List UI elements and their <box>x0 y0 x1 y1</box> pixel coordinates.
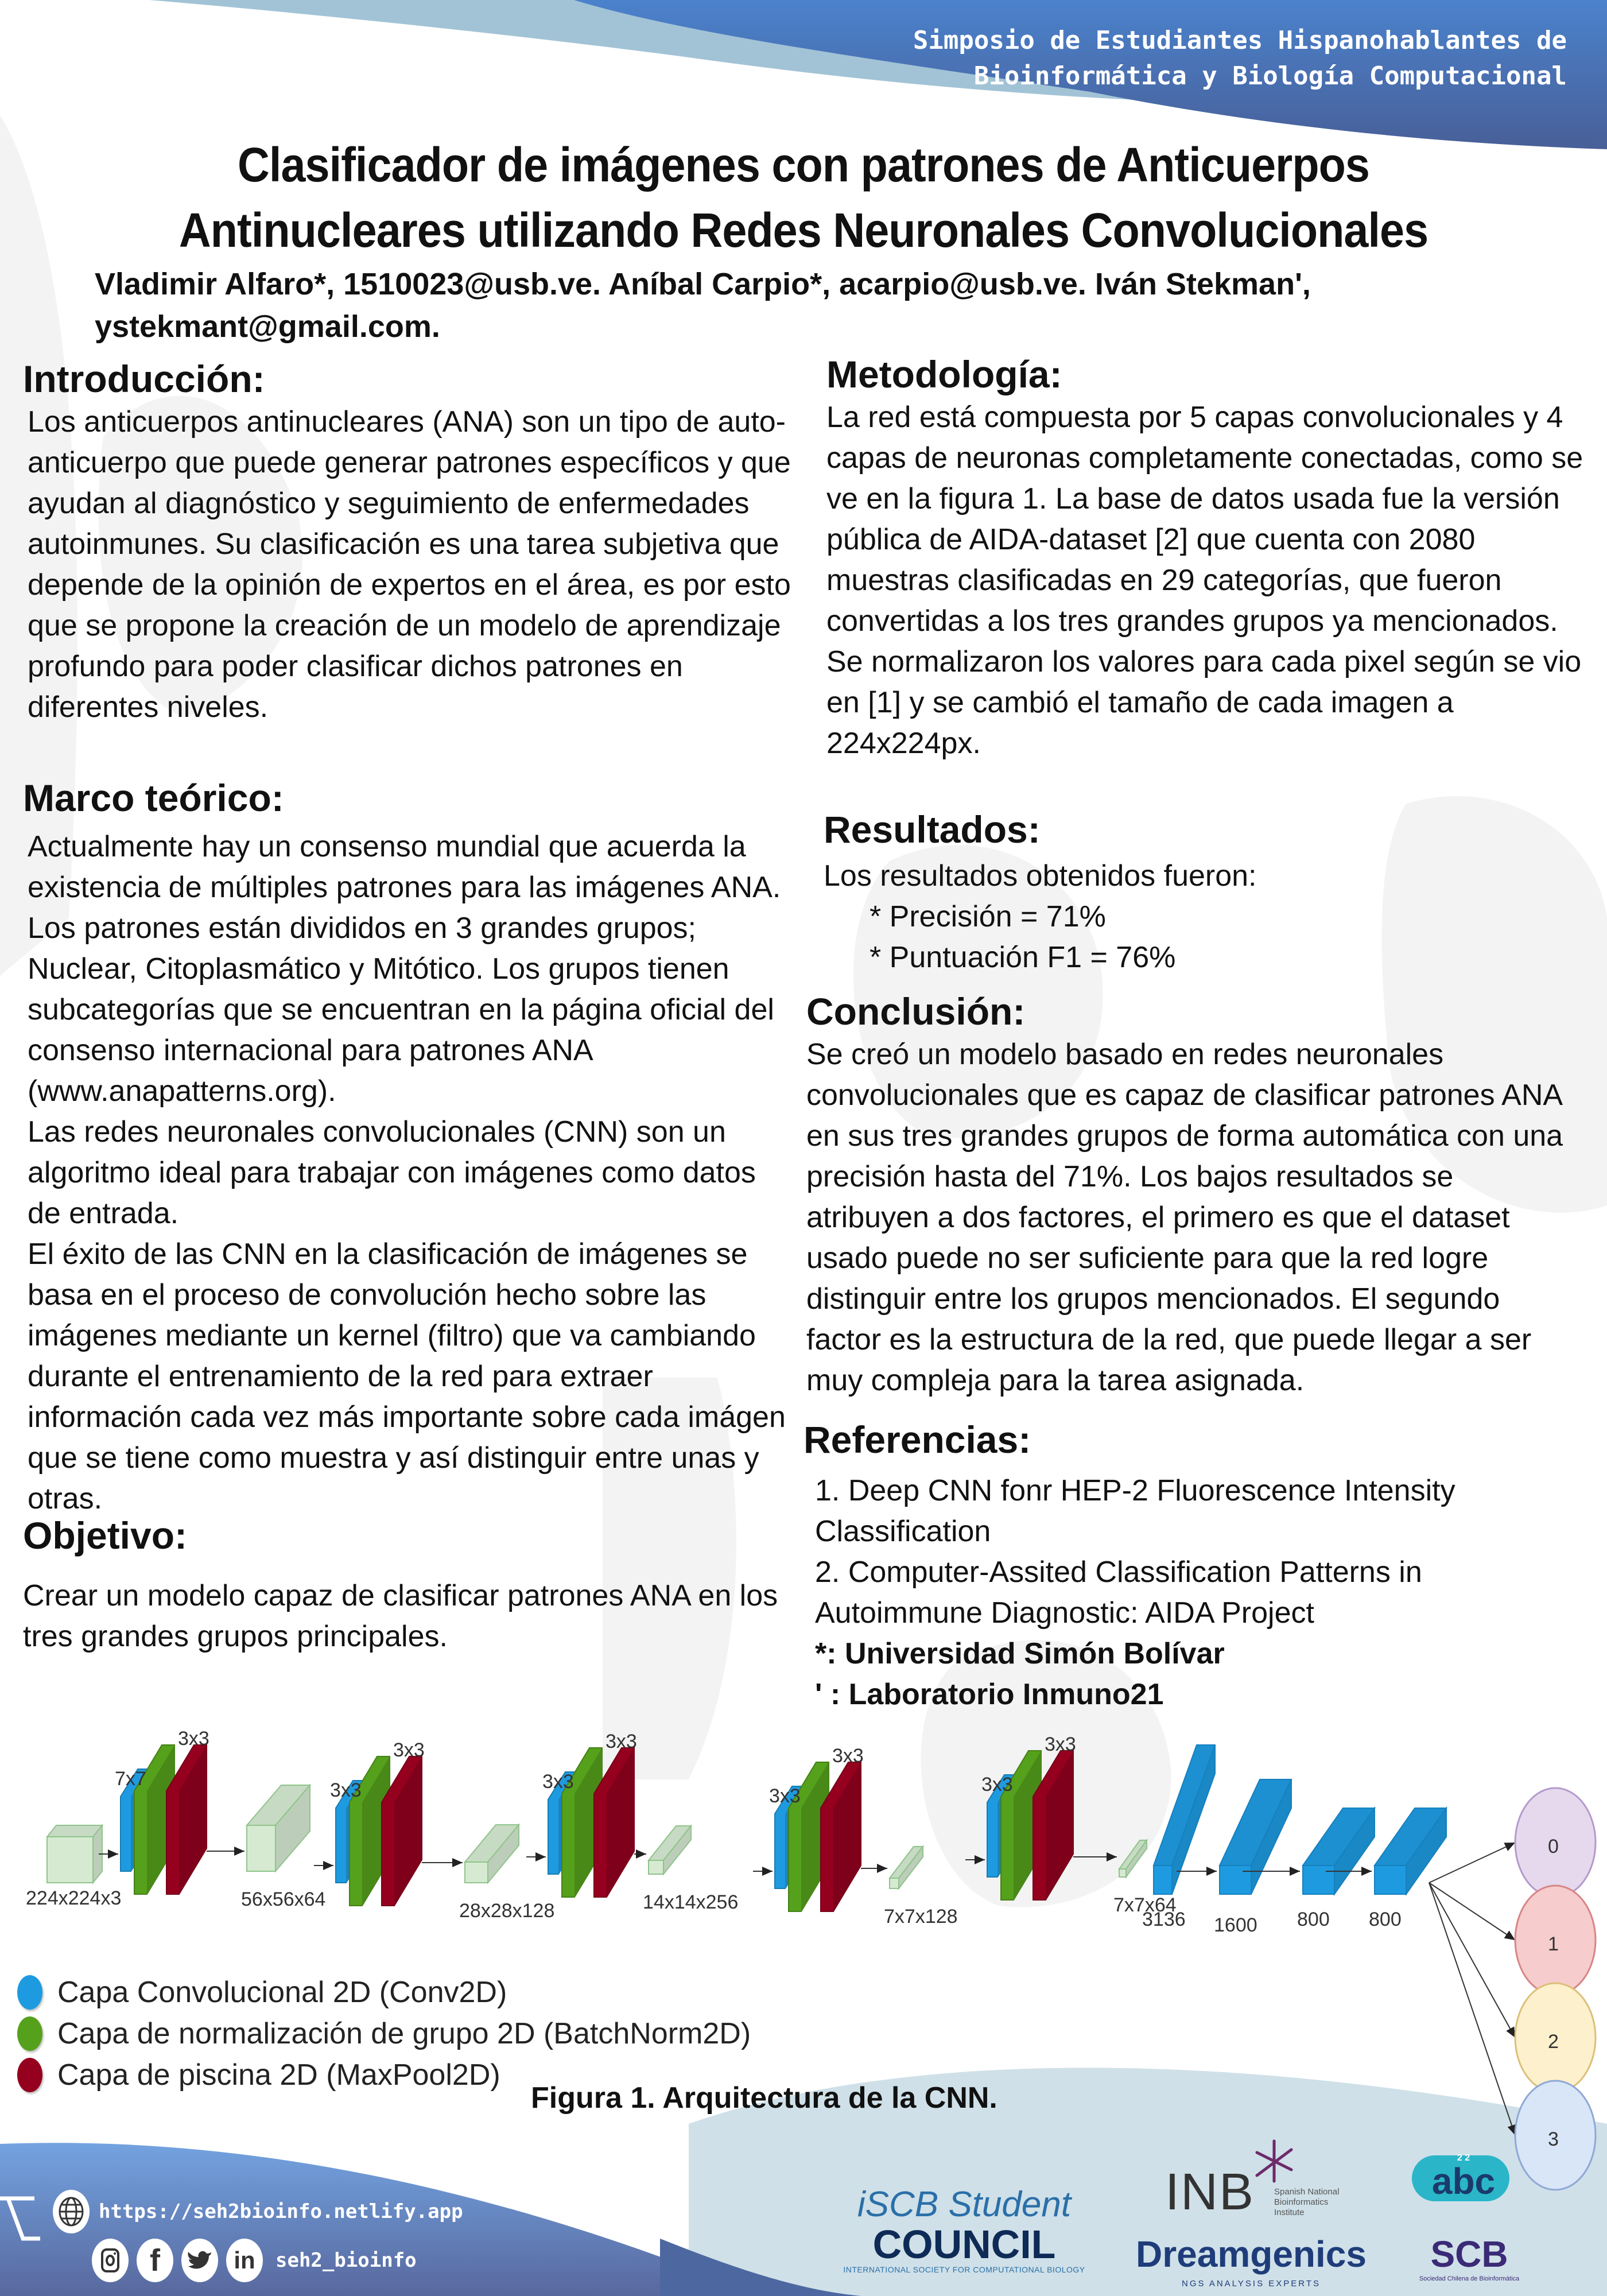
conv-kernel-label: 7x7 <box>115 1768 146 1790</box>
authors <box>95 263 1415 348</box>
fc-size-label: 800 <box>1297 1909 1330 1930</box>
conv-kernel-label: 3x3 <box>542 1771 574 1793</box>
section-text: La red está compuesta por 5 capas convolucionales y 4 capas de neuronas completamente conectadas, como se ve en la figura 1. La base de datos usada fue la versión pública de AIDA-dataset [2] que cuenta con 2080 muestras clasificadas en 29 categorías, que fueron convertidas a los tres grandes grupos ya mencionados. Se normalizaron los valores para cada pixel según se vio en [1] y se cambió el tamaño de cada imagen a 224x224px. <box>826 401 1583 760</box>
section-referencias <box>804 1417 1561 1715</box>
output-connection <box>1429 1883 1515 2038</box>
paragraph: El éxito de las CNN en la clasificación de imágenes se basa en el proceso de convolución hecho sobre las imágenes mediante un kernel (filtro) que va cambiando durante el entrenamiento de la red para extraer información cada vez más importante sobre cada imágen que se tiene como muestra y así distinguir entre unas y otras. <box>28 1238 786 1515</box>
feature-size-label: 14x14x256 <box>643 1891 739 1913</box>
feature-size-label: 7x7x64 <box>1113 1894 1177 1916</box>
feature-tensor <box>1119 1840 1147 1877</box>
abc-logo-main: abc <box>1431 2161 1496 2202</box>
globe-icon[interactable] <box>53 2190 90 2233</box>
scb-logo <box>1412 2233 1527 2282</box>
results-intro: Los resultados obtenidos fueron: <box>824 859 1257 893</box>
inb-logo-main: INB <box>1165 2163 1255 2221</box>
maxpool-color-swatch <box>17 2058 42 2092</box>
pool-kernel-label: 3x3 <box>178 1728 209 1750</box>
affiliation-usb: *: Universidad Simón Bolívar <box>815 1637 1225 1670</box>
feature-tensor <box>890 1847 923 1888</box>
event-banner <box>913 23 1567 94</box>
section-conclusion <box>806 988 1581 1401</box>
feature-tensor <box>465 1825 519 1883</box>
dreamgenics-logo-main: Dreamgenics <box>1136 2233 1367 2275</box>
result-item-precision: * Precisión = 71% <box>870 900 1106 933</box>
website-link[interactable]: https://seh2bioinfo.netlify.app <box>99 2200 463 2223</box>
pool-kernel-label: 3x3 <box>1045 1733 1076 1755</box>
dreamgenics-logo-sub: NGS ANALYSIS EXPERTS <box>1181 2279 1321 2289</box>
scb-logo-main: SCB <box>1430 2233 1508 2275</box>
dreamgenics-logo <box>1125 2233 1377 2289</box>
reference-item: 2. Computer-Assited Classification Patterns in Autoimmune Diagnostic: AIDA Project <box>815 1556 1422 1630</box>
section-heading: Metodología: <box>826 353 1062 395</box>
conv-kernel-label: 3x3 <box>769 1785 801 1807</box>
abc-logo-sup: 2 2 <box>1457 2153 1470 2163</box>
inb-logo-sub <box>1274 2187 1354 2218</box>
twitter-icon[interactable] <box>181 2239 218 2282</box>
legend-item-batchnorm <box>17 2013 751 2054</box>
pool-kernel-label: 3x3 <box>605 1731 637 1752</box>
input-size-label: 224x224x3 <box>26 1887 122 1909</box>
affiliation-inmuno21: ' : Laboratorio Inmuno21 <box>815 1678 1164 1711</box>
pool-kernel-label: 3x3 <box>832 1745 864 1767</box>
facebook-icon[interactable]: f <box>137 2239 173 2282</box>
legend-label: Capa Convolucional 2D (Conv2D) <box>57 1976 507 2009</box>
poster-title <box>64 132 1543 263</box>
conv-color-swatch <box>17 1975 42 2010</box>
event-name-line2: Bioinformática y Biología Computacional <box>973 61 1567 91</box>
feature-size-label: 56x56x64 <box>241 1888 326 1910</box>
output-label: 1 <box>1548 1933 1559 1955</box>
output-connection <box>1429 1883 1515 2135</box>
fc-layer <box>1375 1808 1446 1894</box>
legend-item-conv <box>17 1972 751 2013</box>
feature-size-label: 7x7x128 <box>884 1906 958 1927</box>
instagram-icon[interactable] <box>92 2239 129 2282</box>
reference-item: 1. Deep CNN fonr HEP-2 Fluorescence Intensity Classification <box>815 1474 1455 1548</box>
authors-line2: ystekmant@gmail.com. <box>95 309 440 344</box>
title-line2: Antinucleares utilizando Redes Neuronales Convolucionales <box>178 203 1429 257</box>
output-connection <box>1429 1843 1515 1883</box>
legend-label: Capa de piscina 2D (MaxPool2D) <box>57 2058 500 2092</box>
section-objetivo <box>23 1512 792 1657</box>
section-text: Se creó un modelo basado en redes neuronales convolucionales que es capaz de clasificar patrones ANA en sus tres grandes grupos de forma automática con una precisión hasta del 71%. Los bajos resultados se atribuyen a dos factores, el primero es que el dataset usado puede no ser suficiente para que la red logre distinguir entre los grupos mencionados. El segundo factor es la estructura de la red, que puede llegar a ser muy compleja para la tarea asignada. <box>806 1038 1563 1397</box>
conv-kernel-label: 3x3 <box>330 1779 362 1801</box>
linkedin-icon[interactable]: in <box>226 2239 263 2282</box>
section-heading: Introducción: <box>23 358 265 400</box>
feature-size-label: 28x28x128 <box>459 1900 555 1922</box>
output-label: 2 <box>1548 2031 1559 2053</box>
fc-layer <box>1220 1779 1291 1894</box>
fc-layer <box>1303 1808 1375 1894</box>
section-resultados <box>824 806 1581 978</box>
section-heading: Resultados: <box>824 808 1041 851</box>
social-handle[interactable]: seh2_bioinfo <box>275 2249 417 2272</box>
section-metodologia <box>826 351 1584 764</box>
title-line1: Clasificador de imágenes con patrones de Anticuerpos <box>238 138 1369 192</box>
footer-website <box>53 2190 463 2233</box>
abc-logo <box>1406 2150 1521 2207</box>
figure-legend <box>17 1972 751 2096</box>
fc-size-label: 1600 <box>1214 1914 1257 1936</box>
conv-kernel-label: 3x3 <box>981 1774 1013 1795</box>
legend-label: Capa de normalización de grupo 2D (BatchNorm2D) <box>57 2017 751 2050</box>
iscb-logo-top: iSCB Student <box>857 2185 1072 2224</box>
output-label: 0 <box>1548 1836 1559 1857</box>
batchnorm-color-swatch <box>17 2016 42 2051</box>
event-name-line1: Simposio de Estudiantes Hispanohablantes de <box>913 26 1567 55</box>
scb-logo-sub: Sociedad Chilena de Bioinformática <box>1419 2275 1520 2282</box>
feature-tensor <box>649 1826 691 1874</box>
feature-tensor <box>247 1785 310 1871</box>
fc-size-label: 800 <box>1369 1909 1402 1930</box>
section-heading: Marco teórico: <box>23 777 284 819</box>
figure-caption: Figura 1. Arquitectura de la CNN. <box>531 2081 997 2115</box>
inb-logo-sub2: Bioinformatics Institute <box>1274 2197 1329 2217</box>
output-connection <box>1429 1883 1515 1940</box>
authors-line1: Vladimir Alfaro*, 1510023@usb.ve. Aníbal Carpio*, acarpio@usb.ve. Iván Stekman', <box>95 267 1311 301</box>
paragraph: Actualmente hay un consenso mundial que acuerda la existencia de múltiples patrones para las imágenes ANA. Los patrones están divididos en 3 grandes grupos; Nuclear, Citoplasmático y Mitótico. Los grupos tienen subcategorías que se encuentran en la página oficial del consenso internacional para patrones ANA (www.anapatterns.org). <box>28 830 781 1108</box>
iscb-logo-main: COUNCIL <box>872 2222 1056 2267</box>
iscb-student-council-logo <box>838 2186 1090 2274</box>
fc-size-label: 3136 <box>1142 1909 1186 1930</box>
iscb-logo-sub: INTERNATIONAL SOCIETY FOR COMPUTATIONAL BIOLOGY <box>843 2265 1085 2274</box>
output-label: 3 <box>1548 2128 1559 2150</box>
section-text: Crear un modelo capaz de clasificar patrones ANA en los tres grandes grupos principales. <box>23 1579 778 1653</box>
footer-social <box>92 2239 417 2282</box>
pool-kernel-label: 3x3 <box>393 1739 425 1761</box>
inb-logo-sub1: Spanish National <box>1274 2187 1340 2197</box>
result-item-f1: * Puntuación F1 = 76% <box>870 941 1176 974</box>
section-heading: Referencias: <box>804 1418 1031 1461</box>
section-heading: Objetivo: <box>23 1514 188 1557</box>
section-text: Los anticuerpos antinucleares (ANA) son un tipo de auto-anticuerpo que puede generar patrones específicos y que ayudan al diagnóstico y seguimiento de enfermedades autoinmunes. Su clasificación es una tarea subjetiva que depende de la opinión de expertos en el área, es por esto que se propone la creación de un modelo de aprendizaje profundo para poder clasificar dichos patrones en diferentes niveles. <box>28 405 791 724</box>
paragraph: Las redes neuronales convolucionales (CNN) son un algoritmo ideal para trabajar con imágenes como datos de entrada. <box>28 1115 756 1230</box>
section-marco-teorico <box>23 775 792 1519</box>
section-introduccion <box>23 356 792 728</box>
input-tensor <box>47 1825 102 1883</box>
section-heading: Conclusión: <box>806 990 1026 1033</box>
